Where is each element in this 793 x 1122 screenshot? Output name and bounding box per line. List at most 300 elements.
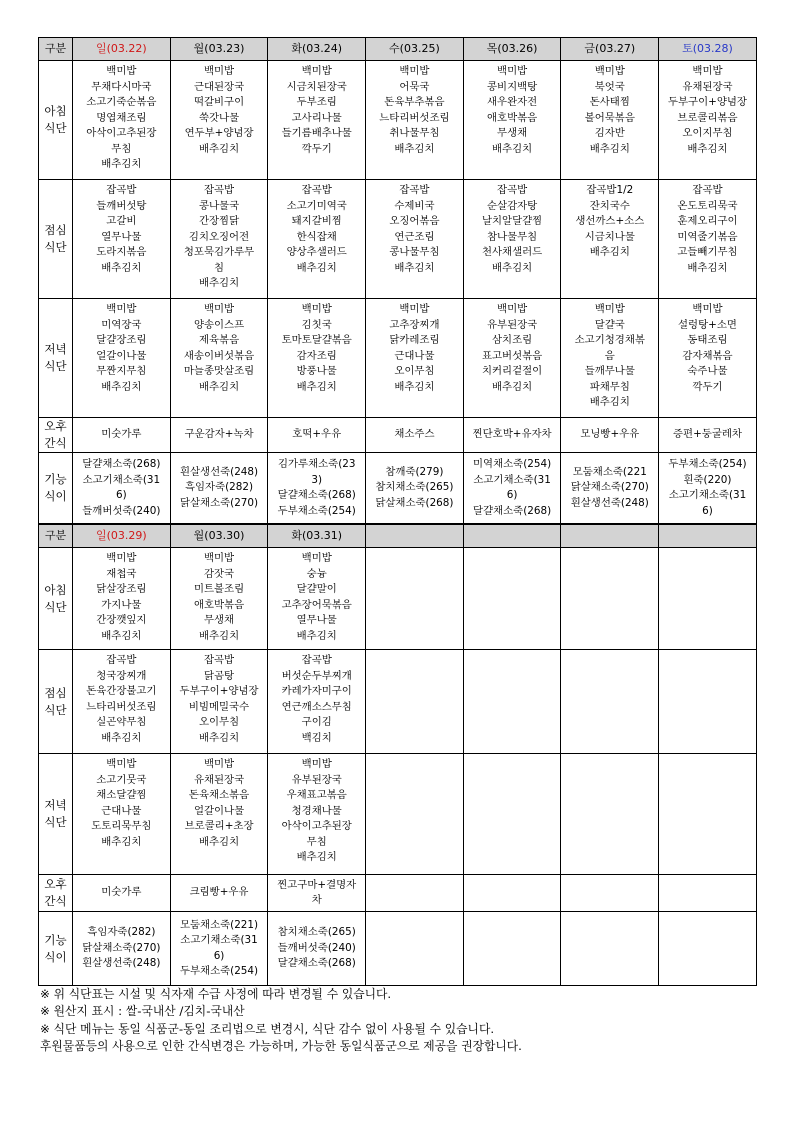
menu-item: 배추김치 xyxy=(101,380,142,393)
menu-item: 백미밥 xyxy=(203,552,235,564)
menu-item: 달걀장조림 xyxy=(96,334,147,346)
menu-item: 배추김치 xyxy=(687,142,728,155)
menu-item: 삼치조림 xyxy=(492,334,533,346)
menu-cell xyxy=(561,548,659,650)
menu-item: 연근조림 xyxy=(394,230,435,243)
menu-item: 느타리버섯조림 xyxy=(379,111,450,124)
breakfast-row xyxy=(39,548,757,650)
menu-item: 백미밥 xyxy=(497,303,528,315)
menu-item: 구이김 xyxy=(301,716,332,728)
menu-cell xyxy=(170,754,268,875)
menu-item: 백미밥 xyxy=(203,303,235,315)
menu-item: 제육볶음 xyxy=(198,334,240,346)
menu-item: 식이 xyxy=(44,489,67,503)
menu-item: 양상추샐러드 xyxy=(286,246,347,258)
menu-item: 아삭이고추된장 xyxy=(281,820,352,832)
menu-item: 백미밥 xyxy=(497,65,528,77)
menu-cell xyxy=(73,548,171,650)
menu-item: 배추김치 xyxy=(394,380,435,393)
menu-item: 고들빼기무침 xyxy=(677,246,738,258)
menu-cell xyxy=(268,61,366,180)
menu-item: 흰살생선죽(248) xyxy=(570,496,649,509)
menu-item: 백미밥 xyxy=(203,758,235,770)
menu-item: 배추김치 xyxy=(492,380,533,393)
menu-item: 김치오징어전 xyxy=(188,230,250,243)
menu-cell xyxy=(463,180,561,299)
menu-cell xyxy=(73,299,171,418)
menu-item: 치커리겉절이 xyxy=(481,365,543,377)
menu-item: 배추김치 xyxy=(589,396,630,408)
menu-item: 6) xyxy=(506,489,518,501)
snack-cell: 크림빵+우유 xyxy=(170,875,268,912)
menu-item: 깍두기 xyxy=(692,380,723,393)
menu-item: 달걀채소죽(268) xyxy=(277,957,356,970)
menu-item: 비빔메밀국수 xyxy=(188,700,250,713)
day-header: 수(03.25) xyxy=(366,38,464,61)
func-cell xyxy=(366,453,464,524)
header-row xyxy=(39,38,757,61)
menu-item: 점심 xyxy=(44,223,67,237)
day-header: 월(03.23) xyxy=(170,38,268,61)
menu-cell xyxy=(268,180,366,299)
menu-item: 새송이버섯볶음 xyxy=(183,349,255,362)
menu-item: 유채된장국 xyxy=(682,80,733,93)
row-label-snack xyxy=(39,418,73,453)
menu-item: 깍두기 xyxy=(301,142,332,155)
row-label-lunch xyxy=(39,180,73,299)
menu-item: 달걀국 xyxy=(594,318,625,331)
menu-item: 오이지무침 xyxy=(682,127,733,139)
menu-item: 설렁탕+소면 xyxy=(678,318,737,331)
menu-item: 참치채소죽(265) xyxy=(375,481,454,494)
func-cell xyxy=(73,912,171,986)
menu-cell xyxy=(170,299,268,418)
menu-item: 닭곰탕 xyxy=(203,669,235,682)
menu-item: 배추김치 xyxy=(198,380,240,393)
footnote: ※ 원산지 표시 : 쌀-국내산 /김치-국내산 xyxy=(40,1004,245,1019)
menu-cell xyxy=(73,180,171,299)
menu-item: 침 xyxy=(214,261,225,274)
menu-item: 두부채소죽(254) xyxy=(668,458,747,470)
menu-item: 음 xyxy=(604,349,615,362)
row-label-dinner xyxy=(39,754,73,875)
footnote: 후원물품등의 사용으로 인한 간식변경은 가능하며, 가능한 동일식품군으로 제공을 권장합니다. xyxy=(40,1039,522,1054)
menu-item: 애호박볶음 xyxy=(487,111,538,124)
menu-item: 청포묵김가루무 xyxy=(183,246,255,258)
menu-item: 흰살생선죽(248) xyxy=(179,465,259,478)
menu-item: 잡곡밥 xyxy=(692,184,723,196)
menu-item: 배추김치 xyxy=(296,380,337,393)
menu-item: 얼갈이나물 xyxy=(193,804,245,817)
menu-item: 배추김치 xyxy=(394,142,435,155)
menu-item: 실곤약무침 xyxy=(96,716,147,728)
menu-item: 볼어묵볶음 xyxy=(584,111,635,124)
menu-item: 6) xyxy=(116,489,127,501)
menu-item: 돈육간장불고기 xyxy=(86,685,157,697)
menu-cell xyxy=(463,548,561,650)
menu-item: 고추장어묵볶음 xyxy=(281,598,352,611)
menu-item: 유부된장국 xyxy=(487,318,538,331)
row-label-functional-diet xyxy=(39,912,73,986)
day-header: 월(03.30) xyxy=(170,525,268,548)
menu-item: 잡곡밥 xyxy=(106,184,137,196)
snack-cell: 미숫가루 xyxy=(73,418,171,453)
menu-item: 닭카레조림 xyxy=(389,334,440,346)
menu-item: 배추김치 xyxy=(492,261,533,274)
menu-item: 무채다시마국 xyxy=(91,80,152,93)
menu-item: 소고기채소죽(31 xyxy=(180,934,258,946)
menu-item: 기능 xyxy=(44,932,67,947)
menu-item: 배추김치 xyxy=(296,629,337,642)
menu-item: 날치알달걀찜 xyxy=(481,215,543,227)
menu-item: 닭살장조림 xyxy=(96,583,147,595)
snack-cell: 찐단호박+유자차 xyxy=(463,418,561,453)
menu-item: 명엽채조림 xyxy=(96,111,147,124)
menu-item: 배추김치 xyxy=(101,731,142,744)
menu-item: 소고기청경채볶 xyxy=(574,334,645,346)
menu-item: 소고기미역국 xyxy=(286,199,347,212)
row-label-snack xyxy=(39,875,73,912)
menu-item: 흰살생선죽(248) xyxy=(82,957,161,970)
menu-item: 우채표고볶음 xyxy=(286,789,347,801)
menu-item: 도토리묵무침 xyxy=(91,820,152,832)
func-cell xyxy=(561,453,659,524)
menu-item: 소고기채소죽(31 xyxy=(668,489,747,501)
menu-item: 백미밥 xyxy=(301,758,332,770)
menu-item: 잡곡밥 xyxy=(203,654,235,666)
menu-cell xyxy=(659,299,757,418)
snack-cell: 호떡+우유 xyxy=(268,418,366,453)
menu-item: 배추김치 xyxy=(687,261,728,274)
menu-item: 배추김치 xyxy=(589,142,630,155)
menu-item: 백미밥 xyxy=(301,65,332,77)
func-cell xyxy=(268,912,366,986)
menu-item: 북엇국 xyxy=(594,80,625,93)
menu-item: 참깨죽(279) xyxy=(385,465,444,478)
menu-item: 소고기채소죽(31 xyxy=(473,473,551,486)
menu-cell xyxy=(659,180,757,299)
menu-item: 달걀채소죽(268) xyxy=(473,504,552,517)
menu-item: 콩나물국 xyxy=(198,199,240,212)
menu-cell xyxy=(659,61,757,180)
menu-item: 양송이스프 xyxy=(193,318,245,331)
menu-item: 들깨무나물 xyxy=(584,365,635,377)
menu-item: 근대된장국 xyxy=(193,80,245,93)
menu-item: 백김치 xyxy=(301,731,332,744)
header-label: 구분 xyxy=(39,38,73,61)
menu-item: 감잣국 xyxy=(203,567,235,580)
func-cell xyxy=(73,453,171,524)
menu-cell xyxy=(170,650,268,754)
menu-item: 오이무침 xyxy=(198,716,240,728)
snack-row xyxy=(39,418,757,453)
menu-item: 닭살채소죽(270) xyxy=(570,481,649,494)
menu-item: 흑임자죽(282) xyxy=(184,481,254,494)
menu-item: 흑임자죽(282) xyxy=(87,926,156,939)
menu-item: 미역줄기볶음 xyxy=(677,230,738,243)
menu-item: 시금치된장국 xyxy=(286,80,347,93)
snack-row xyxy=(39,875,757,912)
snack-cell: 모닝빵+우유 xyxy=(561,418,659,453)
menu-item: 돈사태찜 xyxy=(589,96,630,108)
menu-item: 오이무침 xyxy=(394,365,435,377)
menu-cell xyxy=(268,650,366,754)
functional-diet-row xyxy=(39,912,757,986)
footnote: ※ 위 식단표는 시설 및 식자재 수급 사정에 따라 변경될 수 있습니다. xyxy=(40,987,392,1001)
menu-item: 수제비국 xyxy=(394,199,435,212)
menu-item: 백미밥 xyxy=(692,303,723,315)
menu-item: 배추김치 xyxy=(101,261,142,274)
menu-item: 가지나물 xyxy=(101,598,142,611)
menu-item: 유채된장국 xyxy=(193,773,245,786)
menu-item: 훈제오리구이 xyxy=(677,215,738,227)
meal-plan-table-week2 xyxy=(38,524,757,986)
day-header xyxy=(366,525,464,548)
menu-item: 배추김치 xyxy=(198,835,240,848)
menu-item: 파채무침 xyxy=(589,380,630,393)
menu-item: 시금치나물 xyxy=(584,230,635,243)
menu-item: 잡곡밥 xyxy=(399,184,430,196)
menu-item: 버섯순두부찌개 xyxy=(281,669,352,682)
menu-item: 들깨버섯죽(240) xyxy=(277,941,356,954)
menu-cell xyxy=(561,299,659,418)
menu-item: 배추김치 xyxy=(394,261,435,274)
menu-cell xyxy=(170,61,268,180)
menu-item: 배추김치 xyxy=(101,835,142,848)
menu-item: 무침 xyxy=(306,835,327,848)
menu-item: 차 xyxy=(311,894,322,906)
dinner-row xyxy=(39,299,757,418)
menu-item: 얼갈이나물 xyxy=(96,349,147,362)
snack-cell: 미숫가루 xyxy=(73,875,171,912)
menu-item: 온도토리묵국 xyxy=(677,199,738,212)
snack-cell xyxy=(561,875,659,912)
menu-item: 들깨버섯죽(240) xyxy=(82,504,161,517)
menu-item: 닭살채소죽(268) xyxy=(375,496,454,509)
menu-item: 콩나물무침 xyxy=(389,246,440,258)
menu-item: 저녁 xyxy=(44,342,67,356)
day-header: 화(03.24) xyxy=(268,38,366,61)
menu-item: 잡곡밥 xyxy=(106,654,137,666)
menu-item: 들깨버섯탕 xyxy=(96,199,147,212)
menu-item: 마늘종맛살조림 xyxy=(183,365,255,377)
menu-item: 표고버섯볶음 xyxy=(481,349,543,362)
menu-item: 백미밥 xyxy=(301,303,332,315)
menu-item: 브로콜리+초장 xyxy=(184,820,254,832)
meal-plan-table-week1 xyxy=(38,37,757,524)
day-header: 화(03.31) xyxy=(268,525,366,548)
menu-cell xyxy=(73,650,171,754)
menu-item: 돈육채소볶음 xyxy=(188,789,250,801)
menu-item: 열무나물 xyxy=(296,614,337,626)
menu-item: 돈육부추볶음 xyxy=(384,96,445,108)
menu-item: 채소달걀찜 xyxy=(96,789,147,801)
menu-item: 연근깨소스무침 xyxy=(281,700,352,713)
menu-item: 아침 xyxy=(44,104,67,118)
menu-item: 청경채나물 xyxy=(291,804,342,817)
menu-item: 브로콜리볶음 xyxy=(677,111,738,124)
menu-item: 숭늉 xyxy=(306,567,327,580)
menu-item: 감자채볶음 xyxy=(682,349,733,362)
day-header xyxy=(659,525,757,548)
menu-item: 소고기죽순볶음 xyxy=(86,96,157,108)
menu-cell xyxy=(73,61,171,180)
menu-item: 천사채샐러드 xyxy=(481,246,543,258)
menu-item: 동태조림 xyxy=(687,334,728,346)
menu-item: 새우완자전 xyxy=(487,96,538,108)
menu-item: 잔치국수 xyxy=(589,199,630,212)
row-label-breakfast xyxy=(39,61,73,180)
menu-cell xyxy=(561,754,659,875)
menu-item: 배추김치 xyxy=(492,142,533,155)
snack-cell xyxy=(366,875,464,912)
snack-cell xyxy=(463,875,561,912)
snack-cell xyxy=(268,875,366,912)
menu-item: 숙주나물 xyxy=(687,365,728,377)
menu-item: 재첩국 xyxy=(106,567,137,580)
menu-item: 소고기채소죽(31 xyxy=(82,473,161,486)
breakfast-row xyxy=(39,61,757,180)
menu-item: 콩비지백탕 xyxy=(487,80,538,93)
menu-item: 모둠채소죽(221) xyxy=(179,918,259,931)
menu-item: 토마토달걀볶음 xyxy=(281,334,352,346)
menu-cell xyxy=(268,548,366,650)
menu-item: 간식 xyxy=(44,894,67,908)
menu-item: 간장깻잎지 xyxy=(96,614,147,626)
menu-item: 오후 xyxy=(44,877,67,891)
menu-item: 두부구이+양념장 xyxy=(179,685,259,697)
func-cell xyxy=(463,912,561,986)
menu-item: 감자조림 xyxy=(296,349,337,362)
menu-item: 식단 xyxy=(44,359,67,373)
menu-item: 식단 xyxy=(44,240,67,254)
func-cell xyxy=(170,453,268,524)
menu-item: 간식 xyxy=(44,436,67,450)
snack-cell: 증편+둥굴레차 xyxy=(659,418,757,453)
menu-item: 기능 xyxy=(44,472,67,486)
menu-item: 배추김치 xyxy=(101,158,142,170)
menu-item: 점심 xyxy=(44,685,67,700)
menu-cell xyxy=(170,548,268,650)
menu-item: 배추김치 xyxy=(296,261,337,274)
menu-item: 연두부+양념장 xyxy=(184,127,254,139)
snack-cell xyxy=(659,875,757,912)
snack-cell: 구운감자+녹차 xyxy=(170,418,268,453)
menu-item: 어묵국 xyxy=(399,80,430,93)
menu-item: 배추김치 xyxy=(198,142,240,155)
menu-item: 백미밥 xyxy=(399,65,430,77)
menu-item: 두부구이+양념장 xyxy=(667,96,747,108)
day-header: 일(03.22) xyxy=(73,38,171,61)
menu-item: 백미밥 xyxy=(106,65,137,77)
row-label-breakfast xyxy=(39,548,73,650)
menu-item: 청국장찌개 xyxy=(96,669,147,682)
menu-item: 백미밥 xyxy=(594,303,625,315)
lunch-row xyxy=(39,650,757,754)
menu-item: 떡갈비구이 xyxy=(193,96,245,108)
menu-item: 무생채 xyxy=(203,614,235,626)
menu-item: 참치채소죽(265) xyxy=(277,926,356,939)
menu-item: 배추김치 xyxy=(198,731,240,744)
menu-item: 카레가자미구이 xyxy=(281,685,352,697)
menu-cell xyxy=(659,754,757,875)
menu-item: 오후 xyxy=(44,419,67,433)
func-cell xyxy=(170,912,268,986)
menu-item: 백미밥 xyxy=(106,303,137,315)
menu-item: 참나물무침 xyxy=(487,230,538,243)
menu-item: 도라지볶음 xyxy=(96,246,147,258)
menu-item: 흰죽(220) xyxy=(683,473,732,486)
menu-item: 배추김치 xyxy=(296,851,337,863)
menu-item: 느타리버섯조림 xyxy=(86,700,157,713)
menu-item: 백미밥 xyxy=(203,65,235,77)
menu-cell xyxy=(366,299,464,418)
menu-item: 아삭이고추된장 xyxy=(86,127,157,139)
day-header xyxy=(463,525,561,548)
menu-item: 닭살채소죽(270) xyxy=(179,496,259,509)
func-cell xyxy=(659,453,757,524)
menu-cell xyxy=(366,180,464,299)
menu-cell xyxy=(561,180,659,299)
menu-item: 미역장국 xyxy=(101,318,142,331)
day-header: 목(03.26) xyxy=(463,38,561,61)
menu-cell xyxy=(73,754,171,875)
menu-item: 3) xyxy=(311,473,323,486)
day-header: 일(03.29) xyxy=(73,525,171,548)
menu-item: 백미밥 xyxy=(594,65,625,77)
menu-item: 배추김치 xyxy=(101,629,142,642)
menu-cell xyxy=(268,754,366,875)
menu-item: 김가루채소죽(23 xyxy=(277,458,356,470)
menu-item: 배추김치 xyxy=(198,277,240,289)
menu-cell xyxy=(659,650,757,754)
func-cell xyxy=(366,912,464,986)
day-header: 토(03.28) xyxy=(659,38,757,61)
menu-item: 한식잡채 xyxy=(296,230,337,243)
menu-cell xyxy=(561,650,659,754)
menu-item: 소고기뭇국 xyxy=(96,773,147,786)
menu-cell xyxy=(463,61,561,180)
menu-item: 백미밥 xyxy=(301,552,332,564)
menu-item: 6) xyxy=(213,949,225,962)
header-label: 구분 xyxy=(39,525,73,548)
menu-item: 저녁 xyxy=(44,798,67,812)
menu-item: 애호박볶음 xyxy=(193,598,245,611)
menu-item: 근대나물 xyxy=(394,349,435,362)
menu-item: 찐고구마+결명자 xyxy=(277,878,357,891)
menu-cell xyxy=(366,61,464,180)
row-label-lunch xyxy=(39,650,73,754)
menu-item: 고사리나물 xyxy=(291,111,342,124)
menu-item: 잡곡밥 xyxy=(497,184,528,196)
menu-item: 잡곡밥 xyxy=(301,654,332,666)
snack-cell: 채소주스 xyxy=(366,418,464,453)
menu-item: 근대나물 xyxy=(101,804,142,817)
menu-item: 두부채소죽(254) xyxy=(277,504,356,517)
menu-cell xyxy=(366,548,464,650)
menu-item: 배추김치 xyxy=(589,246,630,258)
menu-cell xyxy=(659,548,757,650)
menu-item: 순살감자탕 xyxy=(487,199,538,212)
menu-item: 아침 xyxy=(44,582,67,597)
menu-item: 백미밥 xyxy=(106,758,137,770)
menu-item: 잡곡밥 xyxy=(203,184,235,196)
menu-item: 미역채소죽(254) xyxy=(473,458,552,470)
day-header xyxy=(561,525,659,548)
menu-item: 두부조림 xyxy=(296,96,337,108)
lunch-row xyxy=(39,180,757,299)
row-label-dinner xyxy=(39,299,73,418)
